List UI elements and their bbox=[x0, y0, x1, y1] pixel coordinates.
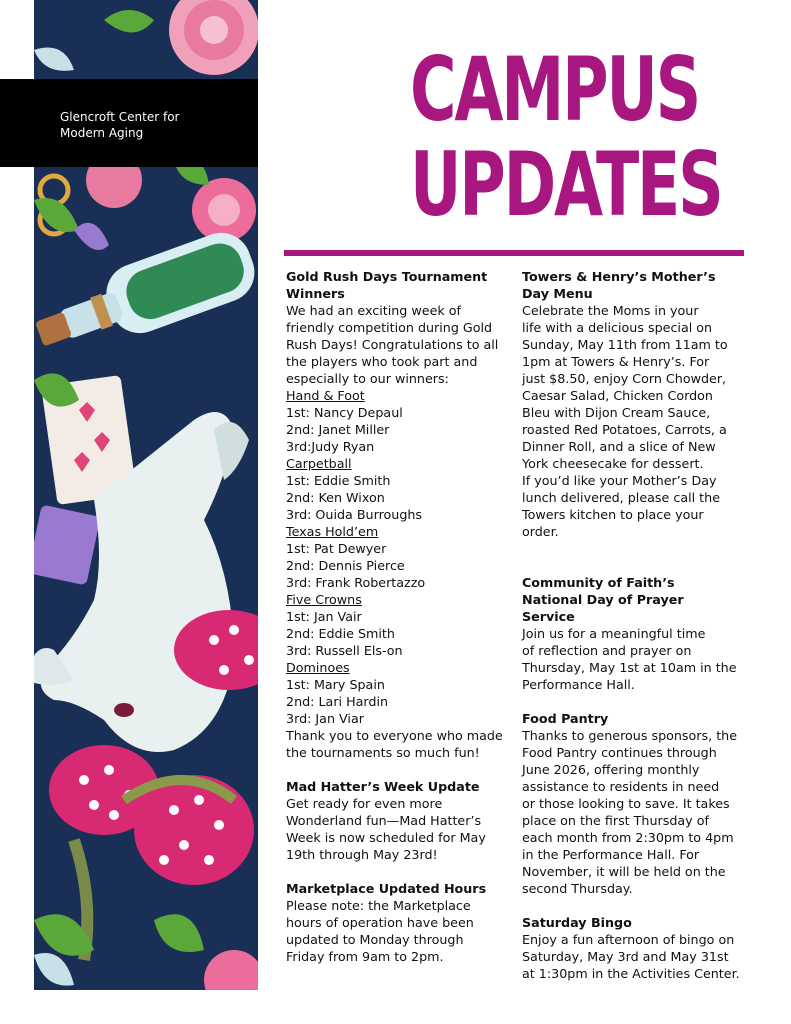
winner-line: 2nd: Janet Miller bbox=[286, 422, 390, 437]
body-line: or those looking to save. It takes bbox=[522, 796, 730, 811]
category-title: Texas Hold’em bbox=[286, 524, 379, 539]
body-line: especially to our winners: bbox=[286, 371, 449, 386]
winner-line: 2nd: Lari Hardin bbox=[286, 694, 389, 709]
body-line: life with a delicious special on bbox=[522, 320, 713, 335]
body-line: Food Pantry continues through bbox=[522, 745, 717, 760]
body-line: Bleu with Dijon Cream Sauce, bbox=[522, 405, 711, 420]
body-line: the players who took part and bbox=[286, 354, 478, 369]
right-column bbox=[522, 268, 754, 982]
winner-line: 1st: Jan Vair bbox=[286, 609, 362, 624]
bingo-section bbox=[522, 914, 754, 982]
body-line: Dinner Roll, and a slice of New bbox=[522, 439, 716, 454]
body-line: at 1:30pm in the Activities Center. bbox=[522, 966, 740, 981]
body-line: updated to Monday through bbox=[286, 932, 464, 947]
body-line: Saturday, May 3rd and May 31st bbox=[522, 949, 729, 964]
winner-line: 1st: Mary Spain bbox=[286, 677, 385, 692]
body-line: Friday from 9am to 2pm. bbox=[286, 949, 444, 964]
body-line: Week is now scheduled for May bbox=[286, 830, 486, 845]
gold-rush-section bbox=[286, 268, 516, 761]
body-line: the tournaments so much fun! bbox=[286, 745, 480, 760]
category-title: Dominoes bbox=[286, 660, 350, 675]
body-line: Wonderland fun—Mad Hatter’s bbox=[286, 813, 482, 828]
winner-line: 1st: Nancy Depaul bbox=[286, 405, 403, 420]
prayer-section bbox=[522, 574, 754, 693]
body-line: York cheesecake for dessert. bbox=[522, 456, 704, 471]
section-heading: Community of Faith’s bbox=[522, 575, 675, 590]
body-line: We had an exciting week of bbox=[286, 303, 461, 318]
section-heading: Service bbox=[522, 609, 575, 624]
section-heading: National Day of Prayer bbox=[522, 592, 684, 607]
title-divider bbox=[284, 250, 744, 256]
body-line: Enjoy a fun afternoon of bingo on bbox=[522, 932, 735, 947]
body-line: each month from 2:30pm to 4pm bbox=[522, 830, 734, 845]
mad-hatter-section bbox=[286, 778, 516, 863]
body-line: Get ready for even more bbox=[286, 796, 443, 811]
body-line: Thursday, May 1st at 10am in the bbox=[522, 660, 737, 675]
mothers-day-section bbox=[522, 268, 754, 540]
winner-line: 2nd: Dennis Pierce bbox=[286, 558, 405, 573]
body-line: lunch delivered, please call the bbox=[522, 490, 721, 505]
page-title-line-2: UPDATES bbox=[410, 133, 722, 236]
body-line: just $8.50, enjoy Corn Chowder, bbox=[522, 371, 727, 386]
section-heading: Towers & Henry’s Mother’s bbox=[522, 269, 716, 284]
body-line: 1pm at Towers & Henry’s. For bbox=[522, 354, 710, 369]
winner-line: 3rd: Ouida Burroughs bbox=[286, 507, 423, 522]
body-line: Sunday, May 11th from 11am to bbox=[522, 337, 728, 352]
winner-line: 3rd: Frank Robertazzo bbox=[286, 575, 426, 590]
marketplace-section bbox=[286, 880, 516, 965]
section-heading: Day Menu bbox=[522, 286, 593, 301]
body-line: June 2026, offering monthly bbox=[522, 762, 700, 777]
page-title-line-1: CAMPUS bbox=[410, 38, 700, 141]
body-line: If you’d like your Mother’s Day bbox=[522, 473, 717, 488]
winner-line: 3rd:Judy Ryan bbox=[286, 439, 375, 454]
body-line: hours of operation have been bbox=[286, 915, 474, 930]
section-heading: Saturday Bingo bbox=[522, 915, 632, 930]
winner-line: 1st: Eddie Smith bbox=[286, 473, 391, 488]
body-line: Rush Days! Congratulations to all bbox=[286, 337, 499, 352]
body-line: 19th through May 23rd! bbox=[286, 847, 438, 862]
section-heading: Marketplace Updated Hours bbox=[286, 881, 487, 896]
winner-line: 2nd: Ken Wixon bbox=[286, 490, 385, 505]
winner-line: 3rd: Jan Viar bbox=[286, 711, 364, 726]
body-line: second Thursday. bbox=[522, 881, 633, 896]
body-line: November, it will be held on the bbox=[522, 864, 726, 879]
body-line: Performance Hall. bbox=[522, 677, 635, 692]
body-line: assistance to residents in need bbox=[522, 779, 720, 794]
body-line: Towers kitchen to place your bbox=[522, 507, 704, 522]
winner-line: 3rd: Russell Els-on bbox=[286, 643, 403, 658]
brand-line-1: Glencroft Center for bbox=[60, 110, 180, 124]
winner-line: 2nd: Eddie Smith bbox=[286, 626, 395, 641]
body-line: in the Performance Hall. For bbox=[522, 847, 700, 862]
body-line: Thank you to everyone who made bbox=[286, 728, 503, 743]
section-heading: Gold Rush Days Tournament bbox=[286, 269, 488, 284]
food-pantry-section bbox=[522, 710, 754, 897]
body-line: Join us for a meaningful time bbox=[522, 626, 706, 641]
body-line: place on the first Thursday of bbox=[522, 813, 709, 828]
winner-line: 1st: Pat Dewyer bbox=[286, 541, 387, 556]
left-column bbox=[286, 268, 516, 965]
category-title: Hand & Foot bbox=[286, 388, 365, 403]
body-line: Please note: the Marketplace bbox=[286, 898, 471, 913]
body-line: order. bbox=[522, 524, 559, 539]
brand-line-2: Modern Aging bbox=[60, 126, 144, 140]
body-line: Thanks to generous sponsors, the bbox=[522, 728, 738, 743]
body-line: Celebrate the Moms in your bbox=[522, 303, 699, 318]
category-title: Five Crowns bbox=[286, 592, 362, 607]
section-heading: Mad Hatter’s Week Update bbox=[286, 779, 480, 794]
body-line: Caesar Salad, Chicken Cordon bbox=[522, 388, 713, 403]
section-heading: Winners bbox=[286, 286, 345, 301]
body-line: roasted Red Potatoes, Carrots, a bbox=[522, 422, 727, 437]
body-line: friendly competition during Gold bbox=[286, 320, 493, 335]
brand-block bbox=[0, 79, 258, 167]
body-line: of reflection and prayer on bbox=[522, 643, 692, 658]
category-title: Carpetball bbox=[286, 456, 352, 471]
section-heading: Food Pantry bbox=[522, 711, 609, 726]
